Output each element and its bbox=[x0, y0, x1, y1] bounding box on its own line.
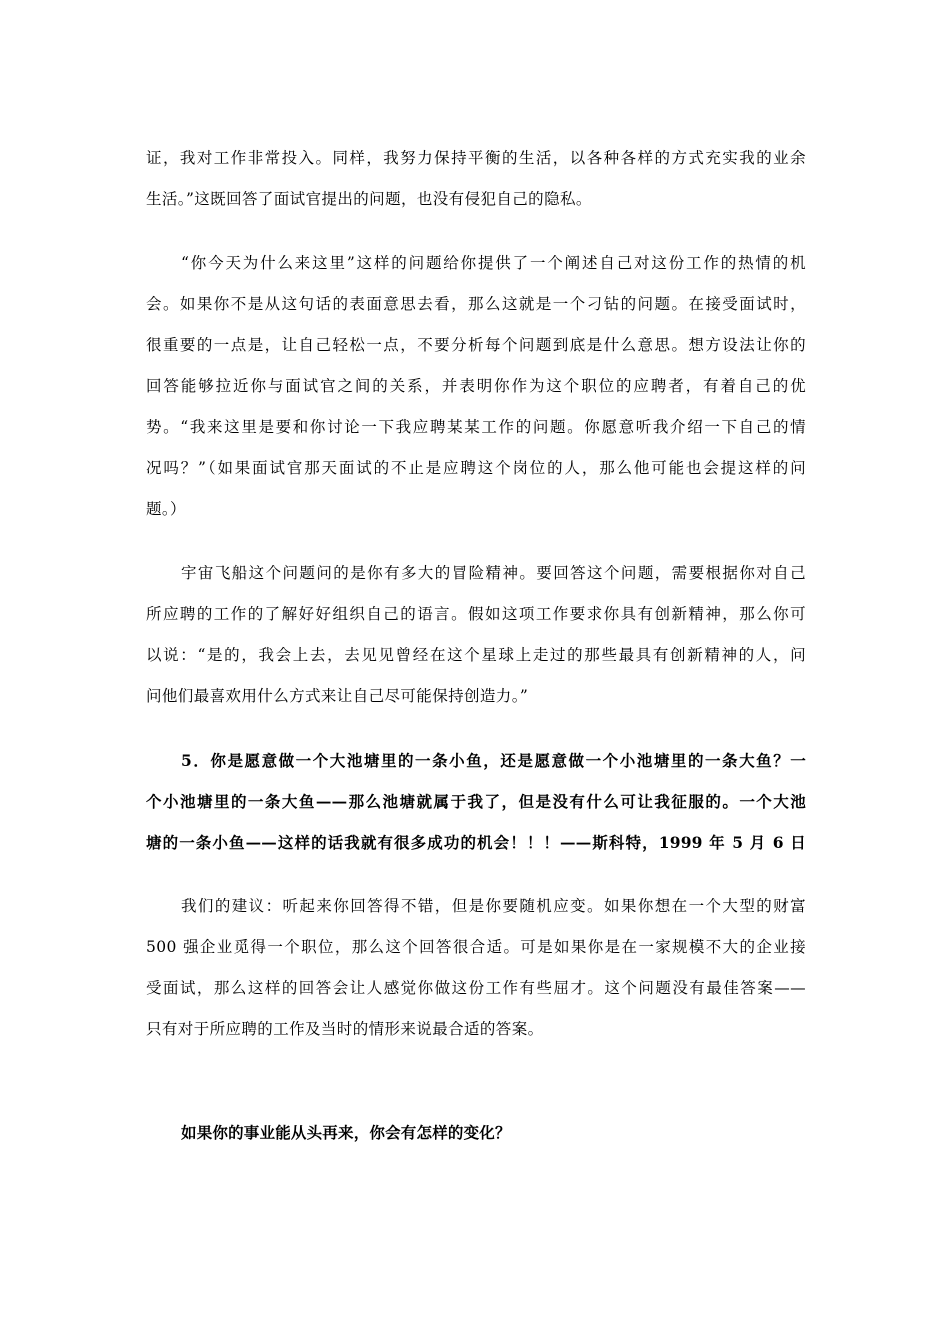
text-line: 以说：“是的，我会上去，去见见曾经在这个星球上走过的那些最具有创新精神的人，问 bbox=[146, 646, 806, 664]
text-line: 个小池塘里的一条大鱼——那么池塘就属于我了，但是没有什么可让我征服的。一个大池 bbox=[146, 792, 806, 811]
text-line: 塘的一条小鱼——这样的话我就有很多成功的机会！！！——斯科特，1999 年 5 月 6 日 bbox=[146, 833, 806, 852]
document-page bbox=[146, 138, 806, 1153]
bold-question-paragraph bbox=[146, 740, 806, 863]
text-line: 证，我对工作非常投入。同样，我努力保持平衡的生活，以各种各样的方式充实我的业余 bbox=[146, 149, 806, 167]
text-line: 问他们最喜欢用什么方式来让自己尽可能保持创造力。” bbox=[146, 687, 529, 705]
text-line: 会。如果你不是从这句话的表面意思去看，那么这就是一个刁钻的问题。在接受面试时， bbox=[146, 295, 806, 313]
text-line: 500 强企业觅得一个职位，那么这个回答很合适。可是如果你是在一家规模不大的企业接 bbox=[146, 938, 806, 956]
text-line: 回答能够拉近你与面试官之间的关系，并表明你作为这个职位的应聘者，有着自己的优 bbox=[146, 377, 806, 395]
text-line: 很重要的一点是，让自己轻松一点，不要分析每个问题到底是什么意思。想方设法让你的 bbox=[146, 336, 806, 354]
paragraph-1 bbox=[146, 138, 806, 220]
text-line: 受面试，那么这样的回答会让人感觉你做这份工作有些屈才。这个问题没有最佳答案—— bbox=[146, 979, 806, 997]
text-line: 只有对于所应聘的工作及当时的情形来说最合适的答案。 bbox=[146, 1020, 544, 1038]
text-line: 宇宙飞船这个问题问的是你有多大的冒险精神。要回答这个问题，需要根据你对自己 bbox=[181, 564, 806, 582]
text-line: 题。） bbox=[146, 500, 186, 518]
text-line: “你今天为什么来这里”这样的问题给你提供了一个阐述自己对这份工作的热情的机 bbox=[181, 254, 806, 272]
paragraph-3 bbox=[146, 553, 806, 717]
paragraph-2 bbox=[146, 243, 806, 530]
text-line: 况吗？”（如果面试官那天面试的不止是应聘这个岗位的人，那么他可能也会提这样的问 bbox=[146, 459, 806, 477]
text-line: 势。“我来这里是要和你讨论一下我应聘某某工作的问题。你愿意听我介绍一下自己的情 bbox=[146, 418, 806, 436]
paragraph-advice bbox=[146, 886, 806, 1050]
text-line: 我们的建议：听起来你回答得不错，但是你要随机应变。如果你想在一个大型的财富 bbox=[181, 897, 806, 915]
section-heading bbox=[146, 1112, 806, 1153]
heading-text: 如果你的事业能从头再来，你会有怎样的变化？ bbox=[181, 1123, 511, 1142]
text-line: 5．你是愿意做一个大池塘里的一条小鱼，还是愿意做一个小池塘里的一条大鱼？一 bbox=[181, 751, 806, 770]
text-line: 所应聘的工作的了解好好组织自己的语言。假如这项工作要求你具有创新精神，那么你可 bbox=[146, 605, 806, 623]
text-line: 生活。”这既回答了面试官提出的问题，也没有侵犯自己的隐私。 bbox=[146, 190, 592, 208]
